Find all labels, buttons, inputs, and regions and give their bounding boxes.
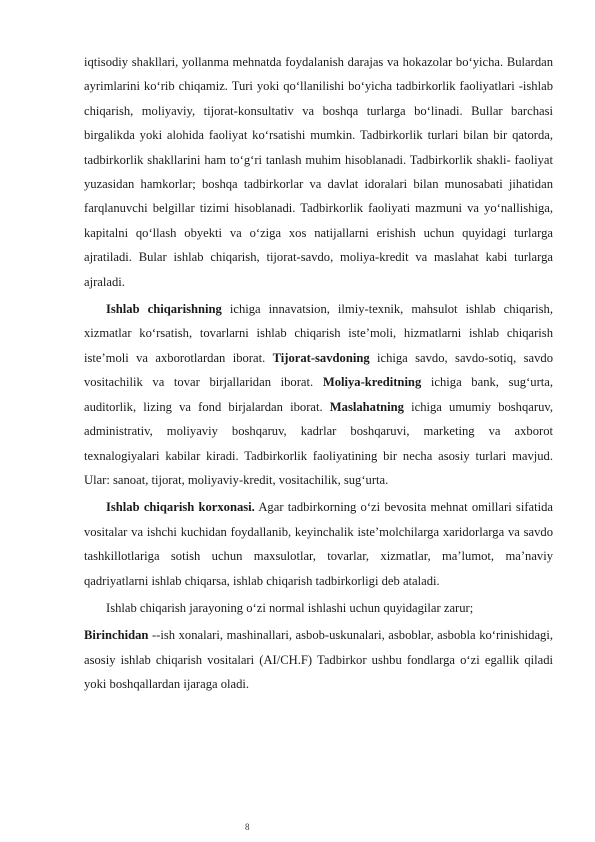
body-text	[84, 50, 553, 700]
text-run: ichiga bank, sugʻurta, auditorlik, lizing va fond birjalardan iborat.	[84, 375, 553, 414]
paragraph	[84, 297, 553, 492]
paragraph	[84, 50, 553, 294]
text-run: Ishlab chiqarish jarayoning oʻzi normal ishlashi uchun quyidagilar zarur;	[106, 600, 474, 615]
bold-term: Ishlab chiqarishning	[106, 302, 222, 317]
bold-term: Birinchidan	[84, 628, 149, 643]
text-run: Agar tadbirkorning oʻzi bevosita mehnat omillari sifatida vositalar va ishchi kuchidan foydallanib, keyinchalik isteʼmolchilarga xaridorlarga va savdo tashkillotlariga sotish uchun maxsulotlar, tovarlar, xizmatlar, maʼlumot, maʼnaviy qadriyatlarni ishlab chiqarsa, ishlab chiqarish tadbirkorligi deb ataladi.	[84, 500, 553, 588]
paragraph	[84, 596, 553, 620]
page-number: 8	[245, 822, 250, 832]
text-run: ichiga savdo, savdo-sotiq, savdo vositachilik va tovar birjallaridan iborat.	[84, 350, 553, 390]
text-run: --ish xonalari, mashinallari, asbob-uskunalari, asboblar, asbobla koʻrinishidagi, asosiy ishlab chiqarish vositalari (AI/CH.F) Tadbirkor ushbu fondlarga oʻzi egallik qiladi yoki boshqallardan ijaraga oladi.	[84, 628, 553, 692]
text-run: iqtisodiy shakllari, yollanma mehnatda foydalanish darajas va hokazolar boʻyicha. Bulardan ayrimlarini koʻrib chiqamiz. Turi yoki qoʻllanilishi boʻyicha tadbirkorlik faoliyatlari -ishlab chiqarish, moliyaviy, tijorat-konsultativ va boshqa turlarga boʻlinadi. Bullar barchasi birgalikda yoki alohida faoliyat koʻrsatishi mumkin. Tadbirkorlik turlari bilan bir qatorda, tadbirkorlik shakllarini ham toʻgʻri tanlash muhim hisoblanadi. Tadbirkorlik shakli- faoliyat yuzasidan hamkorlar; boshqa tadbirkorlar va davlat idoralari bilan munosabati jihatidan farqlanuvchi belgillar tizimi hisoblanadi. Tadbirkorlik faoliyati mazmuni va yoʻnallishiga, kapitalni qoʻllash obyekti va oʻziga xos natijallarni erishish uchun quyidagi turlarga ajratiladi. Bular ishlab chiqarish, tijorat-savdo, moliya-kredit va maslahat kabi turlarga ajraladi.	[84, 55, 553, 289]
bold-term: Ishlab chiqarish korxonasi.	[106, 500, 255, 515]
paragraph	[84, 495, 553, 593]
paragraph	[84, 623, 553, 696]
text-run: ichiga innavatsion, ilmiy-texnik, mahsulot ishlab chiqarish, xizmatlar koʻrsatish, tovarlarni ishlab chiqarish isteʼmoli, hizmatlarni ishlab chiqarish isteʼmoli va axborotlardan iborat.	[84, 302, 553, 365]
bold-term: Maslahatning	[329, 399, 404, 414]
bold-term: Moliya-kreditning	[322, 375, 422, 390]
bold-term: Tijorat-savdoning	[272, 350, 370, 365]
text-run: ichiga umumiy boshqaruv, administrativ, moliyaviy boshqaruv, kadrlar boshqaruvi, marketing va axborot texnalogiyalari kabilar kiradi. Tadbirkorlik faoliyatining bir necha asosiy turlari mavjud. Ular: sanoat, tijorat, moliyaviy-kredit, vositachilik, sugʻurta.	[84, 399, 553, 487]
